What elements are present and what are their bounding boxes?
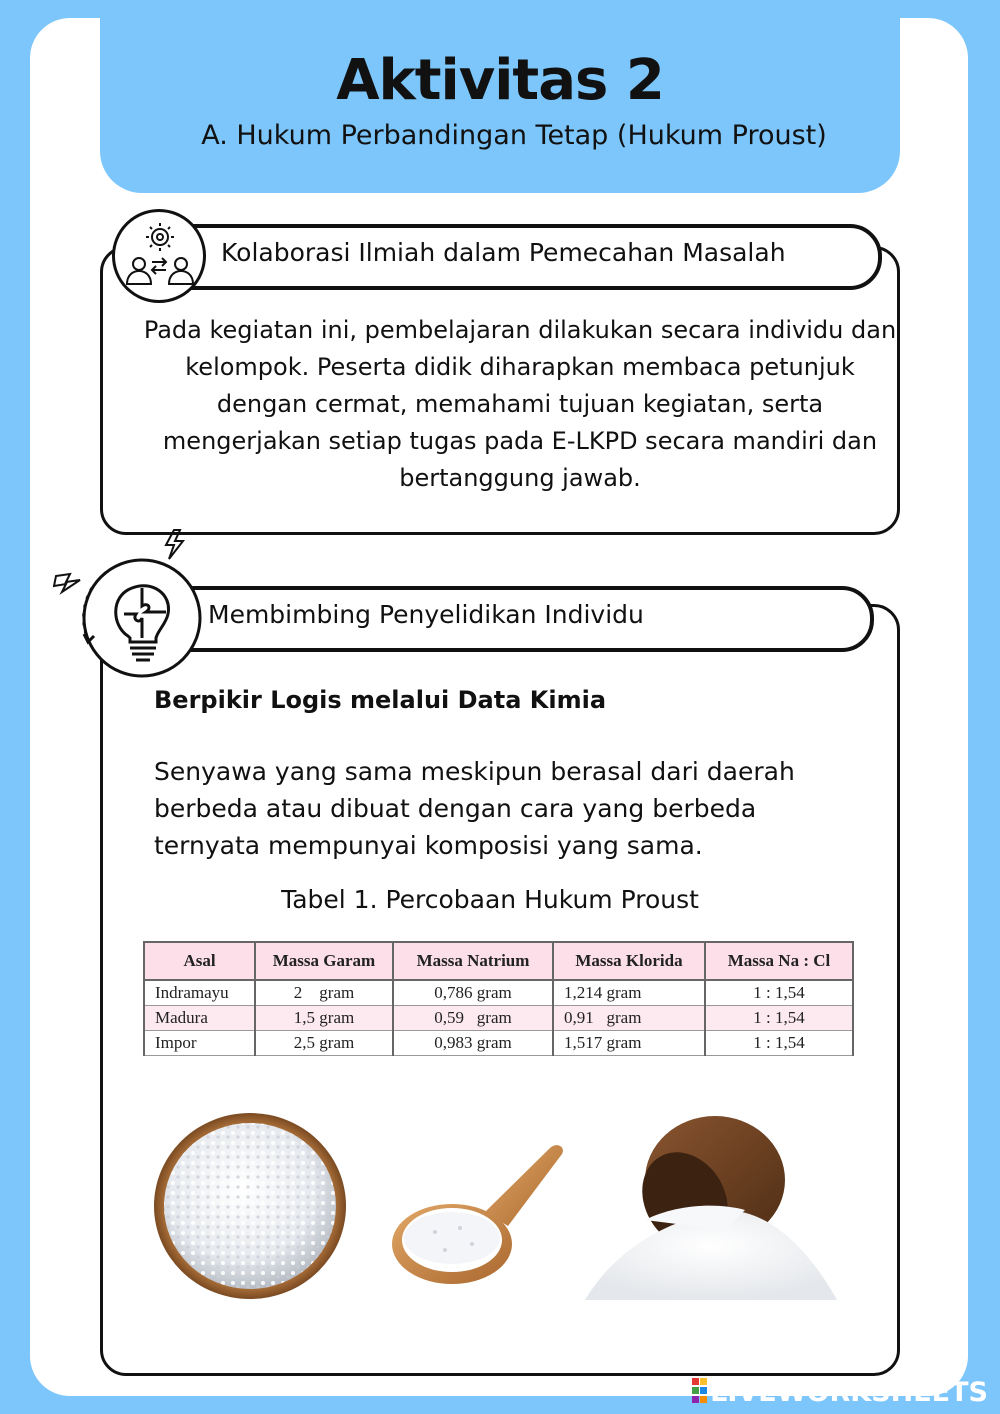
section1-paragraph: Pada kegiatan ini, pembelajaran dilakukan secara individu dan kelompok. Peserta didik diharapkan membaca petunjuk dengan cermat, memahami tujuan kegiatan, serta mengerjakan setiap tugas pada E-LKPD secara mandiri dan bertanggung jawab.: [143, 316, 897, 492]
table-cell: Madura: [144, 1006, 255, 1031]
table-header-cell: Massa Klorida: [553, 942, 705, 980]
lightbulb-puzzle-icon: [72, 548, 204, 680]
table-row: [144, 980, 853, 1006]
table-cell: 0,786 gram: [393, 980, 553, 1006]
table-cell: Indramayu: [144, 980, 255, 1006]
table-header-cell: Asal: [144, 942, 255, 980]
table-cell: 1,5 gram: [255, 1006, 393, 1031]
table-header-cell: Massa Na : Cl: [705, 942, 853, 980]
table-cell: 1,517 gram: [553, 1031, 705, 1056]
table-cell: 2 gram: [255, 980, 393, 1006]
salt-bowl-image: [150, 1110, 350, 1302]
table-row: [144, 1031, 853, 1056]
table-cell: Impor: [144, 1031, 255, 1056]
page-title: Aktivitas 2: [336, 48, 664, 113]
spilled-salt-bowl-image: [575, 1110, 845, 1310]
table-cell: 1 : 1,54: [705, 1031, 853, 1056]
section1-label: Kolaborasi Ilmiah dalam Pemecahan Masalah: [221, 238, 786, 267]
section2-label: Membimbing Penyelidikan Individu: [208, 600, 644, 629]
table-cell: 0,59 gram: [393, 1006, 553, 1031]
table-cell: 2,5 gram: [255, 1031, 393, 1056]
section2-paragraph: Senyawa yang sama meskipun berasal dari daerah berbeda atau dibuat dengan cara yang berbeda ternyata mempunyai komposisi yang sama.: [154, 757, 795, 860]
section2-heading: Berpikir Logis melalui Data Kimia: [154, 686, 607, 714]
collaboration-icon: [112, 209, 206, 303]
salt-spoon-image: [390, 1140, 570, 1290]
table-cell: 0,91 gram: [553, 1006, 705, 1031]
table-row: [144, 1006, 853, 1031]
watermark-text: LIVEWORKSHEETS: [710, 1377, 988, 1408]
page-subtitle: A. Hukum Perbandingan Tetap (Hukum Proust): [201, 120, 827, 151]
table-caption: Tabel 1. Percobaan Hukum Proust: [281, 885, 699, 914]
table-header-cell: Massa Natrium: [393, 942, 553, 980]
table-header-row: [144, 942, 853, 980]
table-cell: 1,214 gram: [553, 980, 705, 1006]
table-header-cell: Massa Garam: [255, 942, 393, 980]
table-cell: 1 : 1,54: [705, 1006, 853, 1031]
table-cell: 0,983 gram: [393, 1031, 553, 1056]
table-cell: 1 : 1,54: [705, 980, 853, 1006]
proust-table: [143, 941, 854, 1056]
